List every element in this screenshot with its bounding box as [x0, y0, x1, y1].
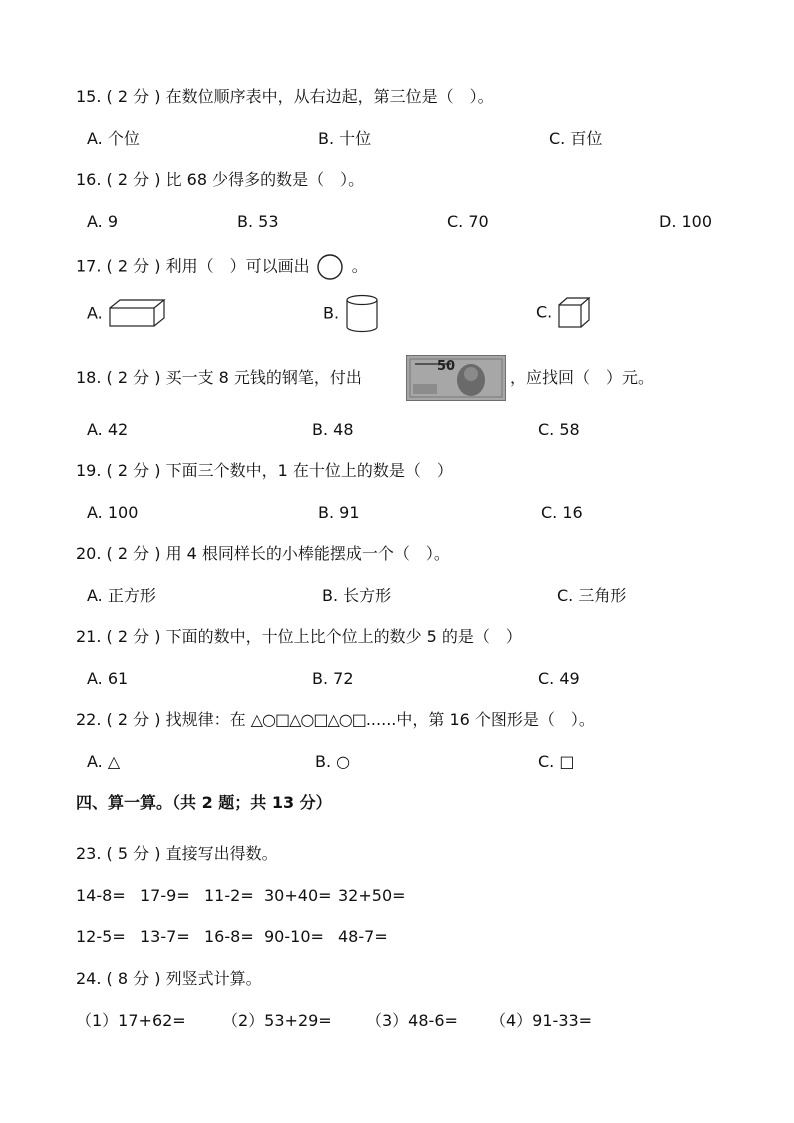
question-text: 列竖式计算。: [165, 969, 262, 988]
question-score: ( 2 分 ): [106, 256, 161, 276]
calc-item: （4）91-33=: [490, 1011, 593, 1030]
question-number: 23.: [76, 844, 102, 863]
calc-item: 11-2=: [204, 886, 254, 905]
calc-item: 12-5=: [76, 927, 126, 946]
option-c[interactable]: C. 49: [538, 669, 580, 688]
option-c[interactable]: C. 16: [541, 503, 583, 522]
question-number: 19.: [76, 461, 102, 480]
question-text: 下面三个数中，1 在十位上的数是（ ）: [165, 461, 453, 480]
calc-row-2: [76, 927, 412, 947]
question-text: 下面的数中，十位上比个位上的数少 5 的是（ ）: [165, 627, 522, 646]
calc-item: 90-10=: [264, 927, 324, 946]
option-a[interactable]: A. 9: [87, 212, 119, 231]
option-c[interactable]: C. 58: [538, 420, 580, 439]
question-text: 用 4 根同样长的小棒能摆成一个（ ）。: [165, 544, 450, 563]
option-b[interactable]: [323, 294, 382, 334]
calc-item: 48-7=: [338, 927, 388, 946]
question-number: 20.: [76, 544, 102, 563]
question-text: 利用（ ）可以画出: [165, 256, 310, 276]
question-text: 找规律：在: [165, 710, 246, 729]
question-score: ( 2 分 ): [106, 544, 161, 563]
banknote-illustration: [407, 356, 505, 400]
question-score: ( 2 分 ): [106, 170, 161, 189]
option-c[interactable]: C. 70: [447, 212, 489, 231]
banknote-value: 50: [437, 359, 456, 374]
question-number: 17.: [76, 256, 102, 276]
option-c[interactable]: [536, 296, 593, 330]
question-22: [76, 710, 595, 730]
option-a[interactable]: A. 61: [87, 669, 129, 688]
question-number: 18.: [76, 368, 102, 387]
cylinder-icon: [344, 294, 382, 334]
question-score: ( 2 分 ): [106, 461, 161, 480]
option-a[interactable]: A. 100: [87, 503, 139, 522]
question-score: ( 2 分 ): [106, 627, 161, 646]
option-b[interactable]: B. 48: [312, 420, 354, 439]
calc-item: 16-8=: [204, 927, 254, 946]
question-text: 直接写出得数。: [165, 844, 278, 863]
question-number: 22.: [76, 710, 102, 729]
calc-item: （1）17+62=: [76, 1011, 186, 1030]
question-21: [76, 627, 522, 647]
option-b[interactable]: B. ○: [315, 752, 351, 771]
cuboid-icon: [108, 298, 166, 330]
question-17: [76, 253, 368, 281]
shape-pattern: △○□△○□△○□: [250, 710, 366, 729]
calc-item: 13-7=: [140, 927, 190, 946]
question-text: 买一支 8 元钱的钢笔，付出: [165, 368, 362, 387]
circle-figure: [315, 253, 347, 281]
option-a[interactable]: A. 42: [87, 420, 129, 439]
calc-item: 17-9=: [140, 886, 190, 905]
option-a[interactable]: A. 正方形: [87, 586, 156, 605]
option-c[interactable]: C. □: [538, 752, 575, 771]
option-a[interactable]: A. 个位: [87, 129, 140, 148]
option-c[interactable]: C. 三角形: [557, 586, 627, 605]
question-number: 21.: [76, 627, 102, 646]
question-number: 15.: [76, 87, 102, 106]
calc-row-1: [76, 886, 412, 906]
question-text-end: ，应找回（ ）元。: [510, 368, 655, 387]
question-score: ( 2 分 ): [106, 368, 161, 387]
calc-item: 14-8=: [76, 886, 126, 905]
option-b[interactable]: B. 长方形: [322, 586, 392, 605]
question-15: [76, 87, 494, 107]
cube-icon: [557, 296, 593, 330]
question-score: ( 2 分 ): [106, 87, 161, 106]
option-b[interactable]: B. 91: [318, 503, 360, 522]
vertical-calc-row: [76, 1011, 620, 1031]
option-label: C.: [536, 302, 553, 322]
option-a[interactable]: [87, 298, 166, 330]
question-16: [76, 170, 364, 190]
question-score: ( 8 分 ): [106, 969, 161, 988]
option-b[interactable]: B. 53: [237, 212, 279, 231]
option-label: A.: [87, 303, 103, 323]
question-text-end: ......中，第 16 个图形是（ ）。: [365, 710, 595, 729]
question-19: [76, 461, 453, 481]
banknote-image: [406, 355, 506, 401]
question-20: [76, 544, 450, 564]
calc-item: （3）48-6=: [366, 1011, 458, 1030]
calc-item: 30+40=: [264, 886, 332, 905]
option-label: B.: [323, 303, 340, 323]
question-24: [76, 969, 262, 989]
question-text: 比 68 少得多的数是（ ）。: [165, 170, 365, 189]
question-text: 在数位顺序表中，从右边起，第三位是（ ）。: [165, 87, 494, 106]
option-b[interactable]: B. 72: [312, 669, 354, 688]
question-score: ( 5 分 ): [106, 844, 161, 863]
section-heading: 四、算一算。（共 2 题；共 13 分）: [76, 793, 332, 812]
question-number: 16.: [76, 170, 102, 189]
question-number: 24.: [76, 969, 102, 988]
option-d[interactable]: D. 100: [659, 212, 713, 231]
option-a[interactable]: A. △: [87, 752, 121, 771]
calc-item: 32+50=: [338, 886, 406, 905]
question-score: ( 2 分 ): [106, 710, 161, 729]
question-text-end: 。: [351, 256, 368, 276]
option-c[interactable]: C. 百位: [549, 129, 603, 148]
question-23: [76, 844, 278, 864]
option-b[interactable]: B. 十位: [318, 129, 372, 148]
calc-item: （2）53+29=: [222, 1011, 332, 1030]
question-18: [76, 368, 362, 388]
